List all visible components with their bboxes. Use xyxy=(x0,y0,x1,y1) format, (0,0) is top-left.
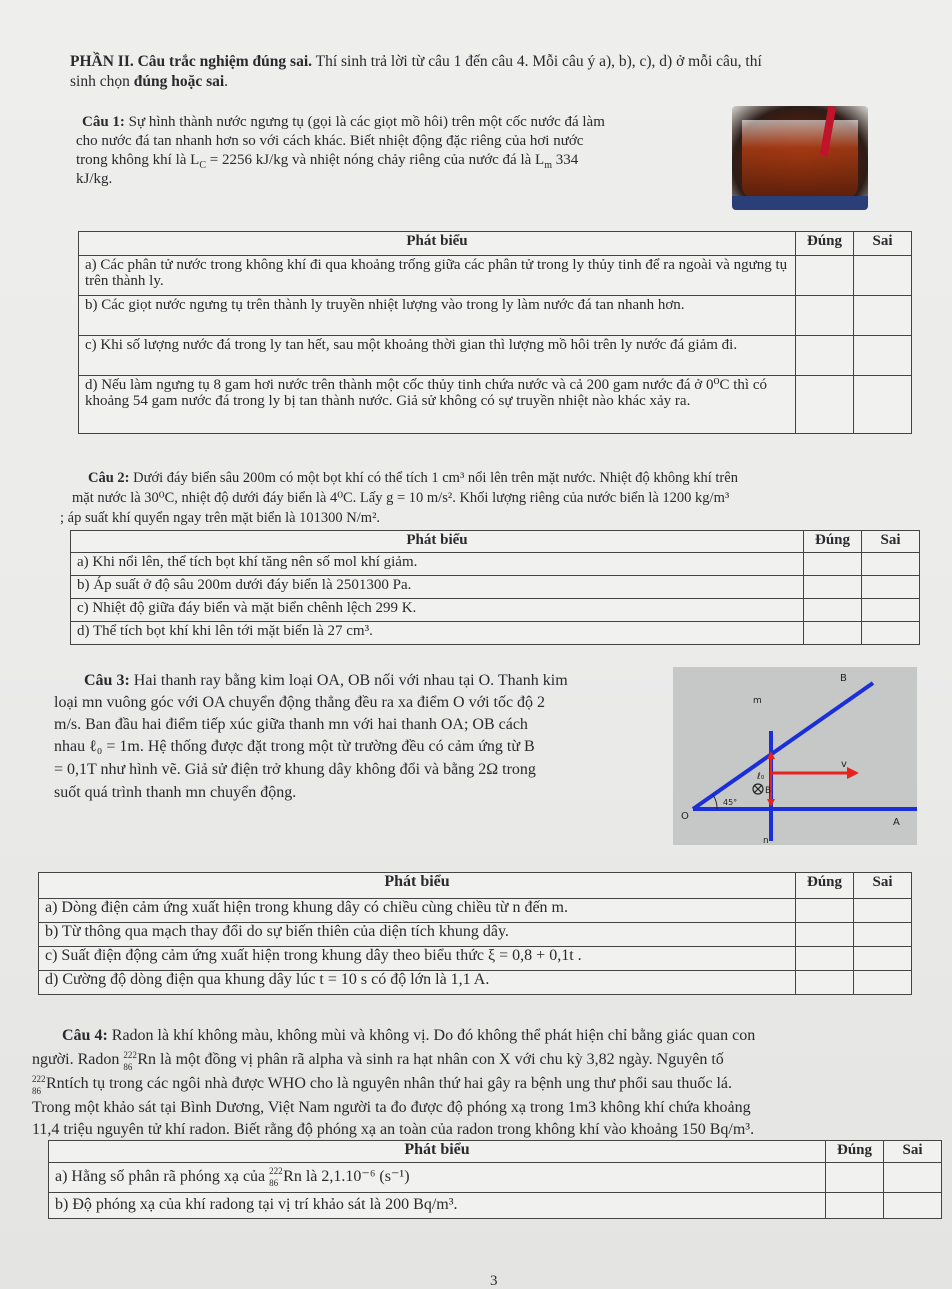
label-n: n xyxy=(763,836,769,845)
q3-line5: = 0,1T như hình vẽ. Giả sử điện trở khung dây không đổi và bằng 2Ω trong xyxy=(54,761,536,778)
q1-th-statement: Phát biểu xyxy=(79,232,796,256)
q4-line1 xyxy=(62,1026,942,1045)
q2-row-d: d) Thể tích bọt khí khi lên tới mặt biển là 27 cm³. xyxy=(71,622,804,645)
q4-iso-numbers-2 xyxy=(32,1074,46,1097)
label-bfield: B xyxy=(765,786,772,796)
q1-line1 xyxy=(82,113,722,132)
part-header xyxy=(70,52,900,71)
glass-shape xyxy=(742,120,858,200)
label-a: A xyxy=(893,817,900,828)
q3-table xyxy=(38,872,912,995)
q1-line3 xyxy=(76,151,578,175)
q1-line3-sub: C xyxy=(199,160,206,171)
part-header-line2-post: . xyxy=(224,73,229,90)
q4-iso-sym: Rn xyxy=(137,1051,157,1068)
q4-line2 xyxy=(32,1050,724,1073)
q2-line3: ; áp suất khí quyển ngay trên mặt biển là 101300 N/m². xyxy=(60,510,381,526)
q2-row-c: c) Nhiệt độ giữa đáy biển và mặt biển chênh lệch 299 K. xyxy=(71,599,804,622)
q2-th-statement: Phát biểu xyxy=(71,531,804,553)
q1-b-true-cell[interactable] xyxy=(796,296,854,336)
q2-th-true: Đúng xyxy=(804,531,862,553)
q1-label: Câu 1: xyxy=(82,114,125,130)
q4-iso-z-2: 86 xyxy=(32,1086,41,1097)
q3-b-false-cell[interactable] xyxy=(854,923,912,947)
q3-c-false-cell[interactable] xyxy=(854,947,912,971)
q4-a-true-cell[interactable] xyxy=(826,1163,884,1193)
q4-label: Câu 4: xyxy=(62,1027,108,1044)
q3-line6: suốt quá trình thanh mn chuyển động. xyxy=(54,784,297,801)
q3-line4: nhau ℓ₀ = 1m. Hệ thống được đặt trong một từ trường đều có cảm ứng từ B xyxy=(54,738,535,755)
q4-table xyxy=(48,1140,942,1219)
q3-row-a: a) Dòng điện cảm ứng xuất hiện trong khung dây có chiều cùng chiều từ n đến m. xyxy=(39,899,796,923)
label-m: m xyxy=(753,696,762,706)
q2-row-b: b) Áp suất ở độ sâu 200m dưới đáy biển là 2501300 Pa. xyxy=(71,576,804,599)
label-v: v xyxy=(841,759,847,770)
table-row xyxy=(49,1193,942,1219)
q2-line1-text: Dưới đáy biển sâu 200m có một bọt khí có thể tích 1 cm³ nổi lên trên mặt nước. Nhiệt độ không khí trên xyxy=(129,470,738,486)
q1-row-d: d) Nếu làm ngưng tụ 8 gam hơi nước trên thành một cốc thủy tinh chứa nước và cả 200 gam nước đá ở 0⁰C thì có khoảng 54 gam nước đá trong ly bị tan thành nước. Giả sử không có sự truyền nhiệt nào khác xảy ra. xyxy=(79,376,796,434)
q3-line3: m/s. Ban đầu hai điểm tiếp xúc giữa thanh mn với hai thanh OA; OB cách xyxy=(54,716,528,733)
q1-line3-b: = 2256 kJ/kg và nhiệt nóng chảy riêng của nước đá là L xyxy=(206,152,545,168)
q2-b-true-cell[interactable] xyxy=(804,576,862,599)
q3-c-true-cell[interactable] xyxy=(796,947,854,971)
q4-iso-mass: 222 xyxy=(123,1050,137,1061)
table-row xyxy=(49,1163,942,1193)
q1-a-true-cell[interactable] xyxy=(796,256,854,296)
q1-th-false: Sai xyxy=(854,232,912,256)
q1-row-c: c) Khi số lượng nước đá trong ly tan hết, sau một khoảng thời gian thì lượng mồ hôi trên ly nước đá giảm đi. xyxy=(79,336,796,376)
q3-row-c: c) Suất điện động cảm ứng xuất hiện trong khung dây theo biểu thức ξ = 0,8 + 0,1t . xyxy=(39,947,796,971)
q4-iso-mass-2: 222 xyxy=(32,1074,46,1085)
q4-th-false: Sai xyxy=(884,1141,942,1163)
q4-line3 xyxy=(32,1074,733,1097)
page-number: 3 xyxy=(490,1273,498,1289)
velocity-arrowhead xyxy=(847,767,859,779)
q4-row-a-iso-z: 86 xyxy=(269,1178,279,1189)
table-row xyxy=(39,947,912,971)
q1-d-false-cell[interactable] xyxy=(854,376,912,434)
q2-th-false: Sai xyxy=(862,531,920,553)
q4-a-false-cell[interactable] xyxy=(884,1163,942,1193)
part-header-rest: Thí sinh trả lời từ câu 1 đến câu 4. Mỗi câu ý a), b), c), d) ở mỗi câu, thí xyxy=(312,53,762,70)
q1-line3-sub2: m xyxy=(544,160,552,171)
q3-d-true-cell[interactable] xyxy=(796,971,854,995)
q4-b-true-cell[interactable] xyxy=(826,1193,884,1219)
q2-label: Câu 2: xyxy=(88,470,130,486)
q4-th-statement: Phát biểu xyxy=(49,1141,826,1163)
q1-b-false-cell[interactable] xyxy=(854,296,912,336)
l0-arrowhead-down xyxy=(767,799,775,807)
q1-table-header xyxy=(79,232,912,256)
label-angle: 45° xyxy=(723,798,738,807)
q2-table xyxy=(70,530,920,645)
q1-row-a: a) Các phân tử nước trong không khí đi qua khoảng trống giữa các phân tử trong ly thủy tinh để ra ngoài và ngưng tụ trên thành ly. xyxy=(79,256,796,296)
part-header-line2-bold: đúng hoặc sai xyxy=(133,73,225,90)
part-header-line2 xyxy=(70,72,228,91)
q1-a-false-cell[interactable] xyxy=(854,256,912,296)
rail-ob xyxy=(693,683,873,809)
table-base-shape xyxy=(732,196,868,210)
q2-c-false-cell[interactable] xyxy=(862,599,920,622)
table-row xyxy=(39,971,912,995)
q4-row-b: b) Độ phóng xạ của khí radong tại vị trí khảo sát là 200 Bq/m³. xyxy=(49,1193,826,1219)
q4-iso-sym-2: Rn xyxy=(46,1075,65,1092)
q1-table xyxy=(78,231,912,434)
q4-iso-numbers xyxy=(123,1050,137,1073)
label-l0: ℓ₀ xyxy=(757,772,765,782)
q3-label: Câu 3: xyxy=(84,672,130,689)
table-row xyxy=(39,923,912,947)
q4-row-a xyxy=(49,1163,826,1193)
q2-d-true-cell[interactable] xyxy=(804,622,862,645)
part-header-line2-pre: sinh chọn xyxy=(70,73,134,90)
q1-row-b: b) Các giọt nước ngưng tụ trên thành ly truyền nhiệt lượng vào trong ly làm nước đá tan nhanh hơn. xyxy=(79,296,796,336)
q2-line2: mặt nước là 30⁰C, nhiệt độ dưới đáy biển là 4⁰C. Lấy g = 10 m/s². Khối lượng riêng của nước biển là 1200 kg/m³ xyxy=(72,490,730,506)
q2-a-true-cell[interactable] xyxy=(804,553,862,576)
q4-b-false-cell[interactable] xyxy=(884,1193,942,1219)
q3-d-false-cell[interactable] xyxy=(854,971,912,995)
q3-line1 xyxy=(84,671,669,690)
q1-line4: kJ/kg. xyxy=(76,171,113,187)
table-row xyxy=(79,376,912,434)
q1-line3-c: 334 xyxy=(551,152,579,168)
q3-row-d: d) Cường độ dòng điện qua khung dây lúc t = 10 s có độ lớn là 1,1 A. xyxy=(39,971,796,995)
q2-line1 xyxy=(88,469,918,488)
label-o: O xyxy=(681,811,689,822)
q3-line2: loại mn vuông góc với OA chuyển động thẳng đều ra xa điểm O với tốc độ 2 xyxy=(54,694,546,711)
iced-drink-photo xyxy=(732,106,868,210)
q4-row-a-post: là 2,1.10⁻⁶ (s⁻¹) xyxy=(301,1168,410,1185)
rails-diagram-svg xyxy=(673,667,917,845)
q3-b-true-cell[interactable] xyxy=(796,923,854,947)
q4-row-a-iso xyxy=(269,1166,283,1189)
q3-a-false-cell[interactable] xyxy=(854,899,912,923)
q1-th-true: Đúng xyxy=(796,232,854,256)
q4-line1-text: Radon là khí không màu, không mùi và không vị. Do đó không thể phát hiện chỉ bằng giác quan con xyxy=(107,1027,756,1044)
q1-c-true-cell[interactable] xyxy=(796,336,854,376)
part-header-bold: PHẦN II. Câu trắc nghiệm đúng sai. xyxy=(70,53,312,70)
table-row xyxy=(79,256,912,296)
q2-row-a: a) Khi nổi lên, thể tích bọt khí tăng nên số mol khí giảm. xyxy=(71,553,804,576)
rails-diagram xyxy=(673,667,917,845)
table-row xyxy=(71,553,920,576)
q4-line2b: là một đồng vị phân rã alpha và sinh ra hạt nhân con X với chu kỳ 3,82 ngày. Nguyên tố xyxy=(156,1051,724,1068)
q4-th-true: Đúng xyxy=(826,1141,884,1163)
table-row xyxy=(71,576,920,599)
q1-d-true-cell[interactable] xyxy=(796,376,854,434)
q3-th-true: Đúng xyxy=(796,873,854,899)
q4-row-a-sym: Rn xyxy=(283,1168,302,1185)
q1-line2: cho nước đá tan nhanh hơn so với cách khác. Biết nhiệt động đặc riêng của hơi nước xyxy=(76,133,584,149)
q4-row-a-iso-mass: 222 xyxy=(269,1166,283,1177)
q3-line1-text: Hai thanh ray bằng kim loại OA, OB nối với nhau tại O. Thanh kim xyxy=(129,672,568,689)
q4-line3b: tích tụ trong các ngôi nhà được WHO cho là nguyên nhân thứ hai gây ra bệnh ung thư phổi sau thuốc lá. xyxy=(64,1075,733,1092)
q3-a-true-cell[interactable] xyxy=(796,899,854,923)
q1-c-false-cell[interactable] xyxy=(854,336,912,376)
q4-line5: 11,4 triệu nguyên tử khí radon. Biết rằng độ phóng xạ an toàn của radon trong không khí vào khoảng 150 Bq/m³. xyxy=(32,1121,755,1138)
q2-b-false-cell[interactable] xyxy=(862,576,920,599)
q2-a-false-cell[interactable] xyxy=(862,553,920,576)
q3-th-statement: Phát biểu xyxy=(39,873,796,899)
label-b: B xyxy=(840,673,847,684)
table-row xyxy=(79,296,912,336)
angle-arc xyxy=(713,795,717,809)
q4-iso-z: 86 xyxy=(123,1062,133,1073)
table-row xyxy=(79,336,912,376)
q2-c-true-cell[interactable] xyxy=(804,599,862,622)
q4-line2a: người. Radon xyxy=(32,1051,124,1068)
table-row xyxy=(39,899,912,923)
q1-line3-a: trong không khí là L xyxy=(76,152,200,168)
q1-line1-text: Sự hình thành nước ngưng tụ (gọi là các giọt mồ hôi) trên một cốc nước đá làm xyxy=(124,114,605,130)
q2-d-false-cell[interactable] xyxy=(862,622,920,645)
q4-row-a-pre: a) Hằng số phân rã phóng xạ của xyxy=(55,1168,270,1185)
table-row xyxy=(71,599,920,622)
table-row xyxy=(71,622,920,645)
q4-line4: Trong một khảo sát tại Bình Dương, Việt Nam người ta đo được độ phóng xạ trong 1m3 không khí chứa khoảng xyxy=(32,1099,751,1116)
q3-th-false: Sai xyxy=(854,873,912,899)
q3-row-b: b) Từ thông qua mạch thay đổi do sự biến thiên của diện tích khung dây. xyxy=(39,923,796,947)
